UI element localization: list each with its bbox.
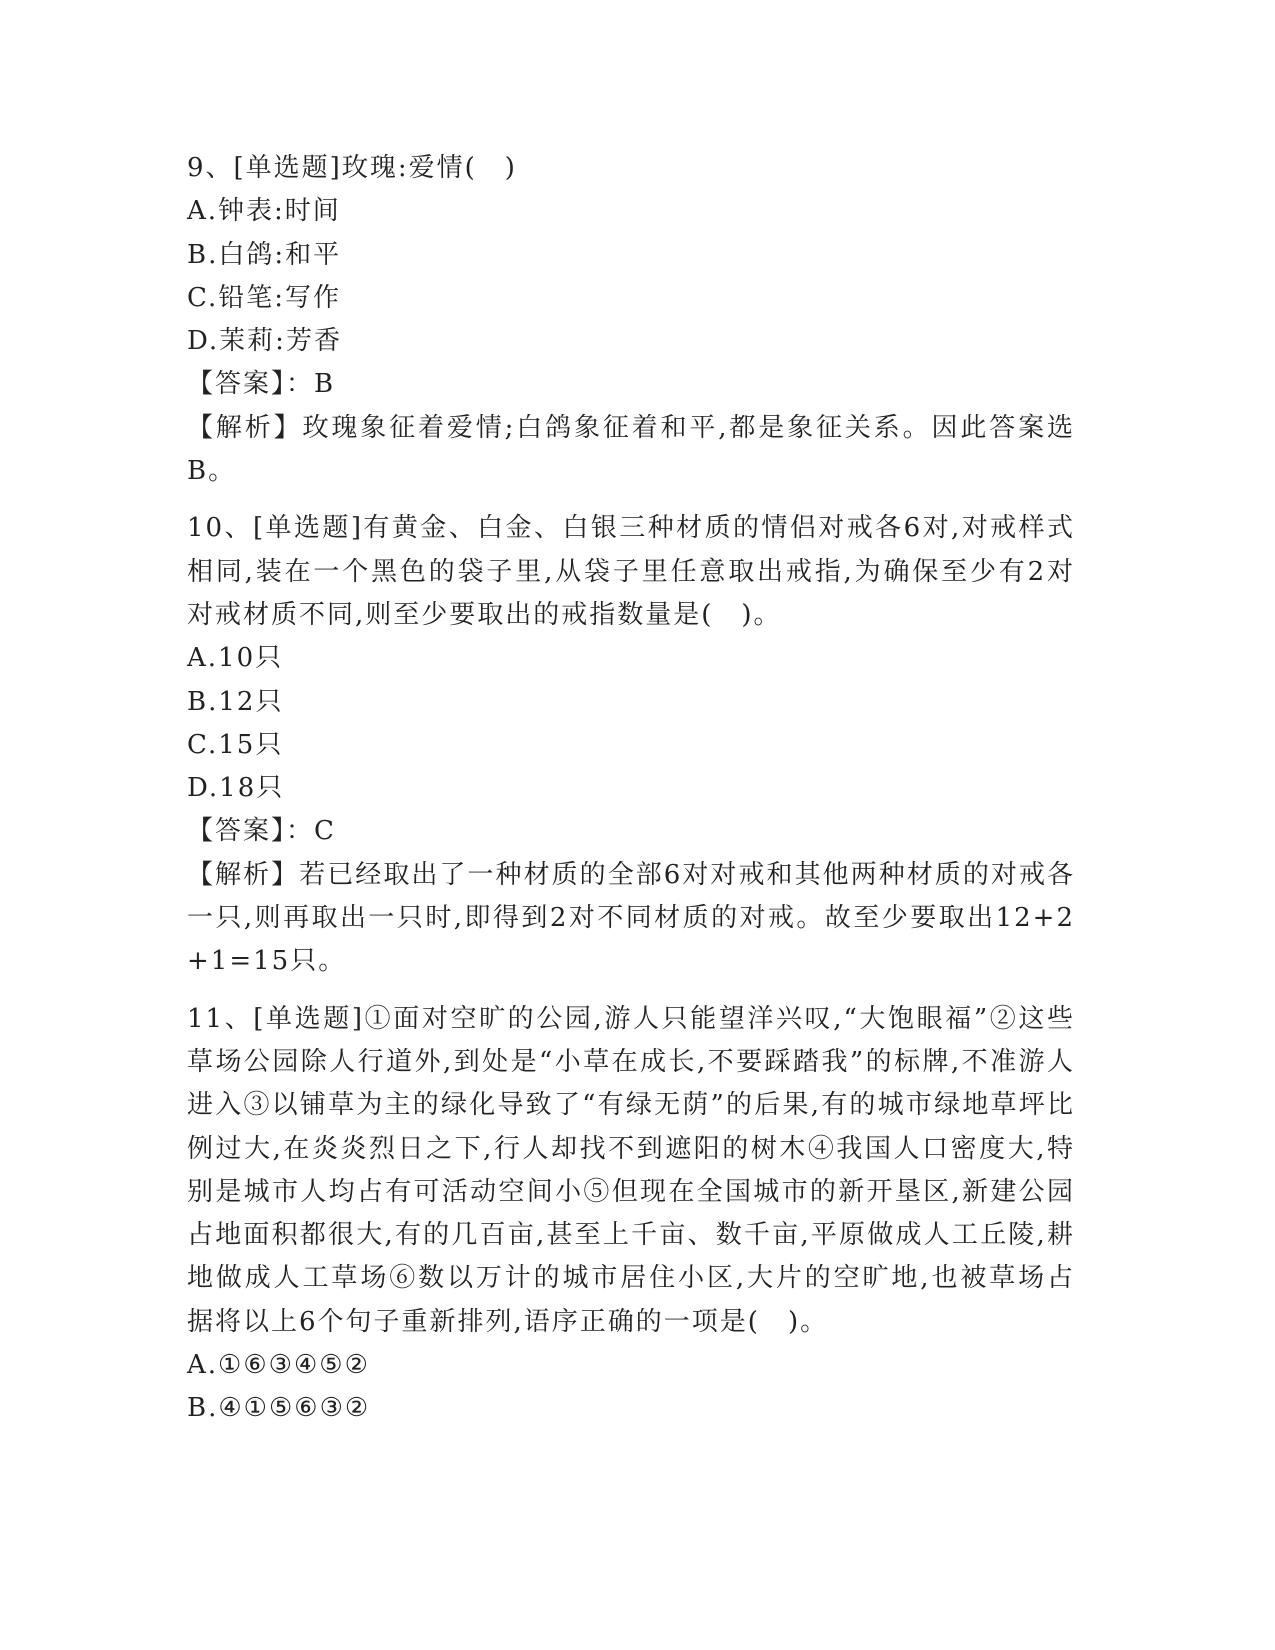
option-c: C.15只 <box>187 729 284 760</box>
question-9 <box>187 147 1075 493</box>
question-stem: 9、[单选题]玫瑰:爱情( ) <box>187 153 517 183</box>
question-11 <box>187 998 1075 1431</box>
question-stem: 10、[单选题]有黄金、白金、白银三种材质的情侣对戒各6对,对戒样式相同,装在一个黑色的袋子里,从袋子里任意取出戒指,为确保至少有2对对戒材质不同,则至少要取出的戒指数量是( )。 <box>187 513 1075 630</box>
option-b: B.白鸽:和平 <box>187 239 342 270</box>
option-b: B.12只 <box>187 686 284 717</box>
option-d: D.茉莉:芳香 <box>187 326 342 357</box>
option-a: A.10只 <box>187 643 284 674</box>
question-10 <box>187 507 1075 983</box>
document-body <box>187 147 1075 1445</box>
answer-line: 【答案】：B <box>187 369 336 400</box>
answer-line: 【答案】：C <box>187 816 336 847</box>
option-b: B.④①⑤⑥③② <box>187 1393 371 1424</box>
question-stem: 11、[单选题]①面对空旷的公园,游人只能望洋兴叹,“大饱眼福”②这些草场公园除人行道外,到处是“小草在成长,不要踩踏我”的标牌,不准游人进入③以铺草为主的绿化导致了“有绿无荫”的后果,有的城市绿地草坪比例过大,在炎炎烈日之下,行人却找不到遮阳的树木④我国人口密度大,特别是城市人均占有可活动空间小⑤但现在全国城市的新开垦区,新建公园占地面积都很大,有的几百亩,甚至上千亩、数千亩,平原做成人工丘陵,耕地做成人工草场⑥数以万计的城市居住小区,大片的空旷地,也被草场占据将以上6个句子重新排列,语序正确的一项是( )。 <box>187 1003 1075 1337</box>
option-d: D.18只 <box>187 773 285 804</box>
analysis-paragraph: 【解析】玫瑰象征着爱情;白鸽象征着和平,都是象征关系。因此答案选B。 <box>187 412 1075 487</box>
analysis-paragraph: 【解析】若已经取出了一种材质的全部6对对戒和其他两种材质的对戒各一只,则再取出一只时,即得到2对不同材质的对戒。故至少要取出12+2+1=15只。 <box>187 859 1075 977</box>
option-a: A.①⑥③④⑤② <box>187 1350 370 1381</box>
option-c: C.铅笔:写作 <box>187 282 341 313</box>
option-a: A.钟表:时间 <box>187 196 341 227</box>
